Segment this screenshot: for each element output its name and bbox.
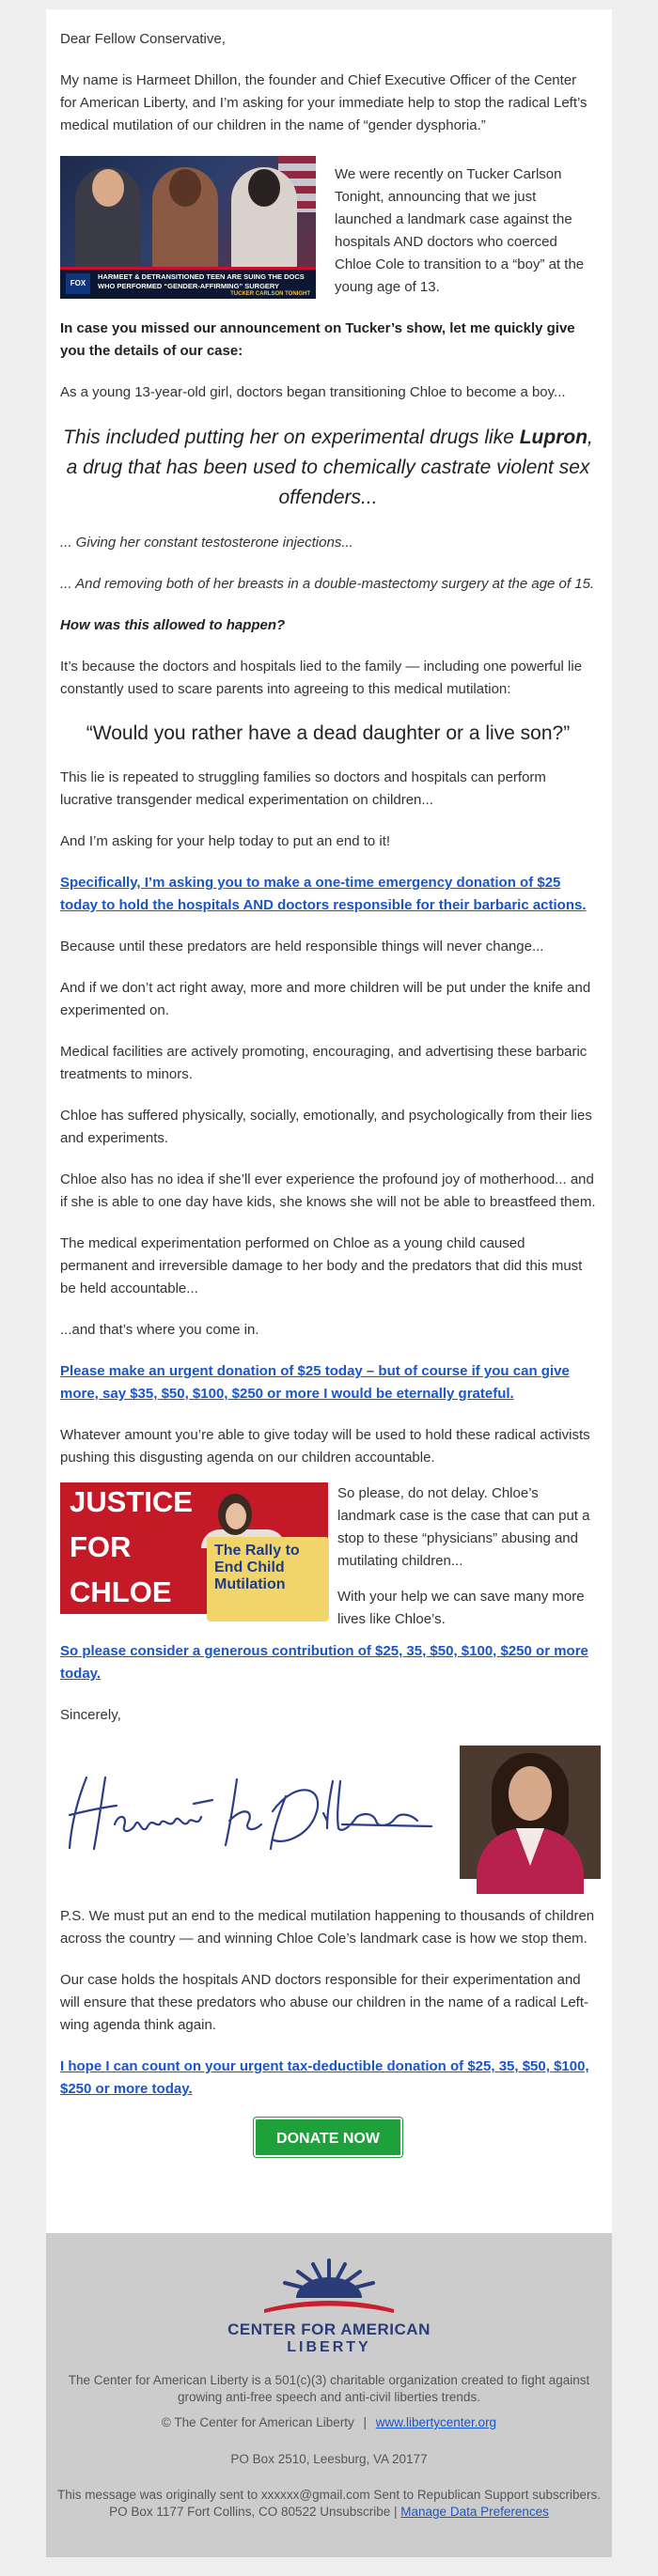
manage-data-preferences-link[interactable]: Manage Data Preferences	[400, 2505, 549, 2519]
footer-about: The Center for American Liberty is a 501(c)(3) charitable organization created to fight against growing anti-free speech and anti-civil liberties trends.	[68, 2373, 590, 2404]
chloe-word: CHLOE	[70, 1575, 172, 1608]
tucker-carlson-screenshot	[60, 156, 316, 308]
donate-link-generous[interactable]: So please consider a generous contribution of $25, 35, $50, $100, $250 or more today.	[60, 1643, 588, 1682]
portrait-face	[509, 1766, 552, 1821]
email-footer	[46, 2233, 612, 2557]
suffered-paragraph: Chloe has suffered physically, socially, emotionally, and psychologically from their lies and experiments.	[60, 1108, 592, 1146]
tucker-paragraph: We were recently on Tucker Carlson Tonight, announcing that we just launched a landmark case against the hospitals AND doctors who coerced Chloe Cole to transition to a “boy” at the young age of 13.	[335, 166, 585, 295]
footer-separator: |	[363, 2415, 367, 2429]
lie-quote: “Would you rather have a dead daughter or a live son?”	[86, 722, 571, 744]
lied-paragraph: It’s because the doctors and hospitals lied to the family — including one powerful lie constantly used to scare parents into agreeing to this medical mutilation:	[60, 659, 583, 697]
footer-pobox: PO Box 2510, Leesburg, VA 20177	[230, 2452, 428, 2466]
save-lives-paragraph: With your help we can save many more lives like Chloe’s.	[337, 1589, 585, 1627]
lupron-after: , a drug that has been used to chemically castrate violent sex offenders...	[66, 427, 593, 508]
greeting: Dear Fellow Conservative,	[60, 31, 226, 47]
tv-section	[60, 156, 596, 308]
where-you-come-in: ...and that’s where you come in.	[60, 1322, 259, 1338]
predators-paragraph: Because until these predators are held responsible things will never change...	[60, 939, 544, 954]
rally-sign: The Rally to End Child Mutilation	[207, 1537, 329, 1622]
footer-website-link[interactable]: www.libertycenter.org	[375, 2415, 497, 2429]
lie-repeated-paragraph: This lie is repeated to struggling families so doctors and hospitals can perform lucrative transgender medical experimentation on children...	[60, 769, 546, 808]
person-face	[226, 1503, 246, 1529]
email-body	[46, 9, 612, 2233]
host-head	[92, 169, 124, 207]
intro-paragraph: My name is Harmeet Dhillon, the founder and Chief Executive Officer of the Center for American Liberty, and I’m asking for your immediate help to stop the radical Left’s medical mutilation of our children in the name of “gender dysphoria.”	[60, 72, 588, 133]
donate-now-button[interactable]: DONATE NOW	[254, 2118, 402, 2157]
lupron-paragraph	[60, 423, 596, 513]
signature-row	[60, 1746, 596, 1886]
show-name: TUCKER CARLSON TONIGHT	[230, 291, 310, 297]
justice-text	[337, 1482, 596, 1631]
act-now-paragraph: And if we don’t act right away, more and more children will be put under the knife and experimented on.	[60, 980, 591, 1018]
how-allowed-heading: How was this allowed to happen?	[60, 617, 286, 633]
logo-line-1: CENTER FOR AMERICAN	[227, 2320, 431, 2338]
center-for-american-liberty-logo	[206, 2257, 452, 2360]
do-not-delay-paragraph: So please, do not delay. Chloe’s landmark case is the case that can put a stop to these “physicians” abusing and mutilating children...	[337, 1485, 590, 1569]
news-ticker: HARMEET & DETRANSITIONED TEEN ARE SUING THE DOCS WHO PERFORMED “GENDER-AFFIRMING” SURGERY	[98, 272, 305, 290]
logo-line-2: LIBERTY	[287, 2339, 371, 2355]
lupron-drug: Lupron	[519, 427, 588, 448]
donate-button-wrap	[60, 2118, 596, 2157]
footer-copyright: © The Center for American Liberty	[161, 2415, 354, 2429]
donate-link-urgent[interactable]: Please make an urgent donation of $25 today – but of course if you can give more, say $35, $50, $100, $250 or more I would be eternally grateful.	[60, 1363, 570, 1402]
ps-paragraph-2: Our case holds the hospitals AND doctors responsible for their experimentation and will ensure that these predators who abuse our children in the name of a radical Left-wing agenda think again.	[60, 1972, 588, 2033]
rising-sun-icon	[258, 2257, 400, 2319]
fox-news-logo: FOX NEWS	[66, 273, 90, 294]
whatever-paragraph: Whatever amount you’re able to give today will be used to hold these radical activists pushing this disgusting agenda on our children accountable.	[60, 1427, 590, 1466]
justice-word: JUSTICE	[70, 1485, 193, 1518]
email-content	[60, 28, 596, 2157]
asking-help-paragraph: And I’m asking for your help today to put an end to it!	[60, 833, 391, 849]
footer-copyright-row	[46, 2414, 612, 2431]
chloe-intro: As a young 13-year-old girl, doctors began transitioning Chloe to become a boy...	[60, 384, 566, 400]
justice-for-chloe-photo	[60, 1482, 328, 1614]
damage-paragraph: The medical experimentation performed on Chloe as a young child caused permanent and irreversible damage to her body and the predators that did this must be held accountable...	[60, 1235, 583, 1296]
donate-link-25[interactable]: Specifically, I’m asking you to make a one-time emergency donation of $25 today to hold the hospitals AND doctors responsible for their barbaric actions.	[60, 875, 587, 913]
donate-link-tax-deductible[interactable]: I hope I can count on your urgent tax-deductible donation of $25, 35, $50, $100, $250 or more today.	[60, 2058, 589, 2097]
harmeet-dhillon-portrait	[460, 1746, 601, 1879]
news-banner	[60, 267, 316, 308]
guest-head	[169, 169, 201, 207]
mastectomy-paragraph: ... And removing both of her breasts in a double-mastectomy surgery at the age of 15.	[60, 576, 595, 592]
lupron-before: This included putting her on experimental drugs like	[63, 427, 520, 448]
ps-paragraph-1: P.S. We must put an end to the medical mutilation happening to thousands of children across the country — and winning Chloe Cole’s landmark case is how we stop them.	[60, 1908, 595, 1947]
motherhood-paragraph: Chloe also has no idea if she’ll ever experience the profound joy of motherhood... and if she is able to one day have kids, she knows she will not be able to breastfeed them.	[60, 1172, 596, 1210]
missed-announcement: In case you missed our announcement on Tucker’s show, let me quickly give you the details of our case:	[60, 320, 575, 359]
sincerely: Sincerely,	[60, 1707, 121, 1723]
guest-head	[248, 169, 280, 207]
justice-section	[60, 1482, 596, 1631]
footer-sent-text: This message was originally sent to xxxxxx@gmail.com Sent to Republican Support subscribers. PO Box 1177 Fort Collins, CO 80522 Unsubscribe |	[57, 2488, 601, 2519]
for-word: FOR	[70, 1530, 132, 1563]
harmeet-dhillon-signature	[60, 1759, 436, 1862]
footer-sent-to	[46, 2487, 612, 2521]
facilities-paragraph: Medical facilities are actively promoting, encouraging, and advertising these barbaric treatments to minors.	[60, 1044, 588, 1082]
testosterone-paragraph: ... Giving her constant testosterone injections...	[60, 535, 353, 551]
